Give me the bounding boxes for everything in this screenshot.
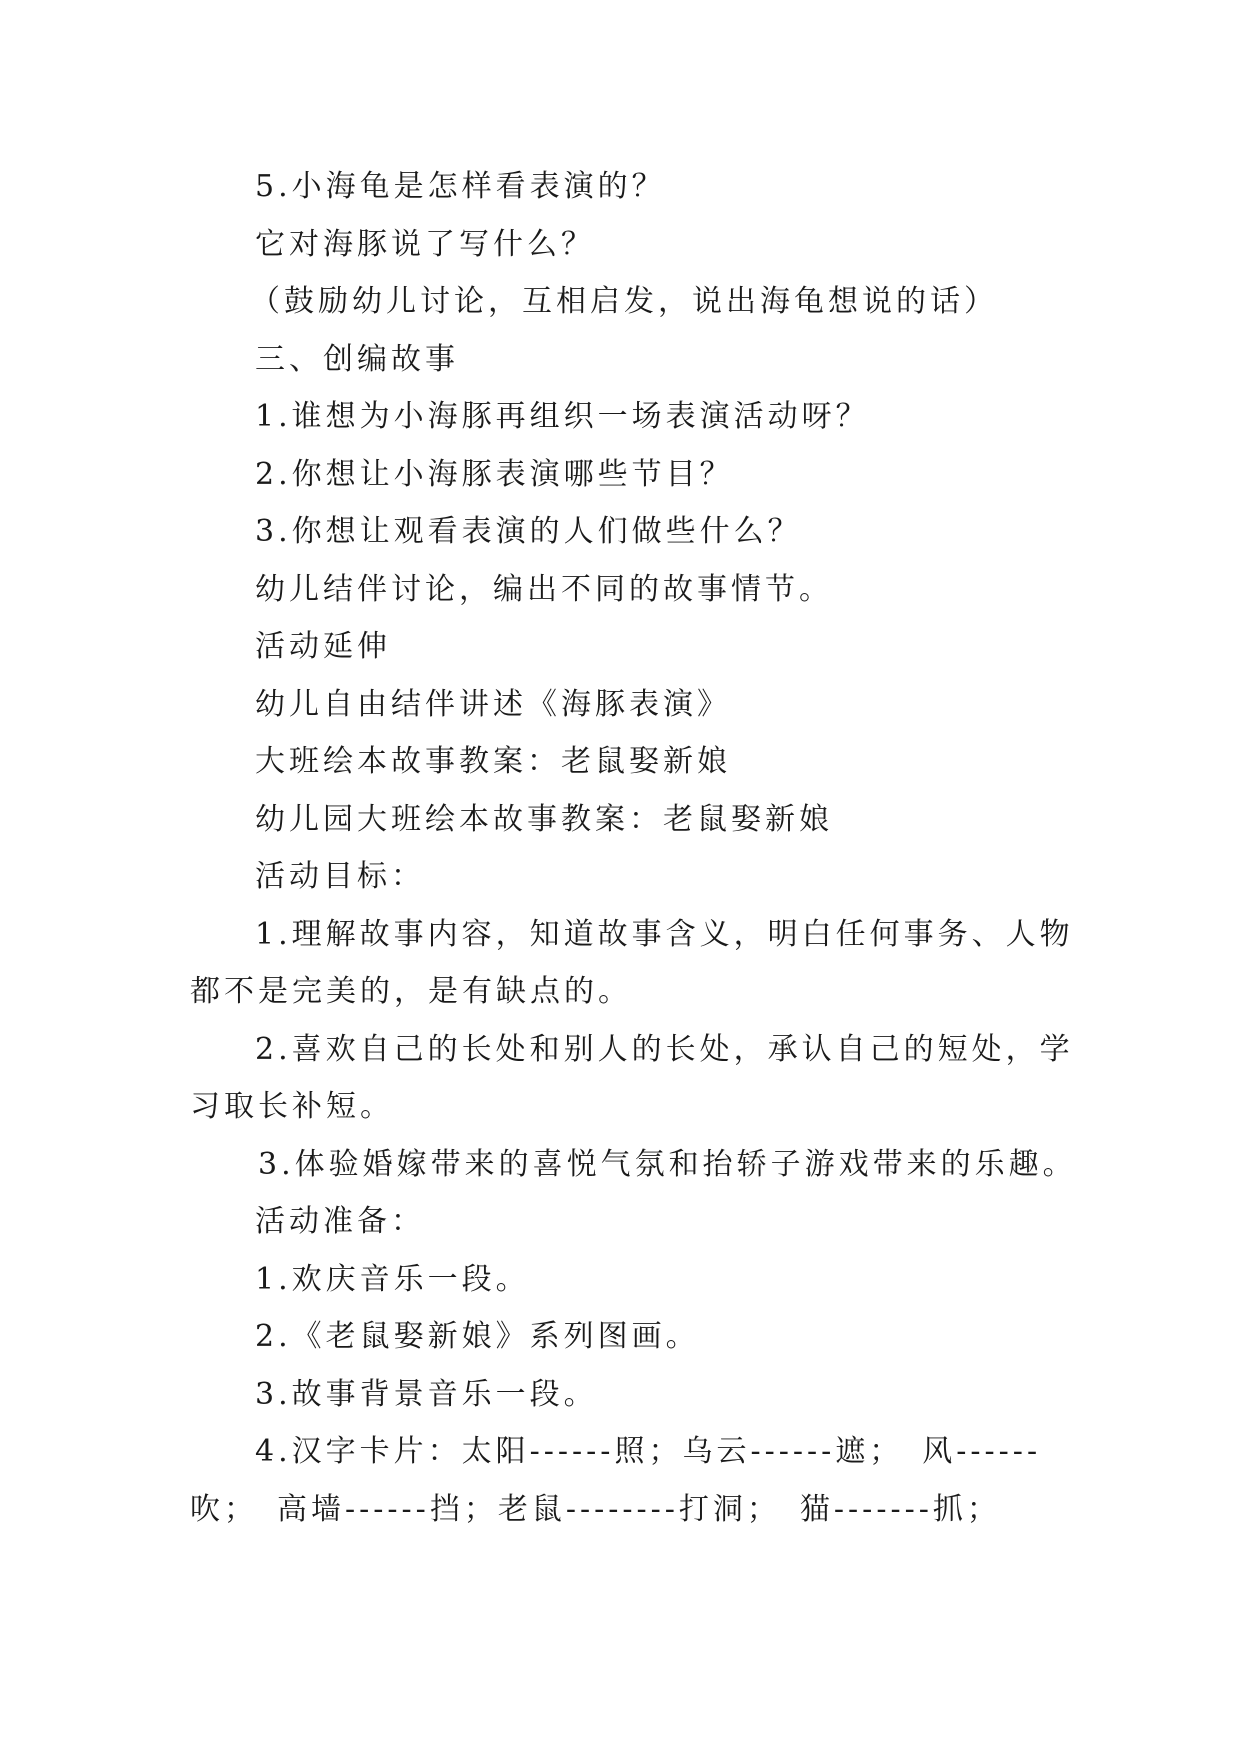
text-line: 2.喜欢自己的长处和别人的长处，承认自己的短处，学 — [255, 1032, 1074, 1067]
text-line: 1.理解故事内容，知道故事含义，明白任何事务、人物 — [255, 917, 1074, 952]
section-heading: 三、创编故事 — [255, 342, 459, 377]
section-heading: 活动延伸 — [255, 629, 391, 664]
text-line: 幼儿结伴讨论，编出不同的故事情节。 — [255, 572, 833, 607]
document-subtitle: 幼儿园大班绘本故事教案：老鼠娶新娘 — [255, 802, 833, 837]
text-line: 它对海豚说了写什么？ — [255, 227, 595, 262]
section-heading: 活动准备： — [255, 1204, 425, 1239]
text-line: 吹； 高墙------挡；老鼠--------打洞； 猫-------抓； — [190, 1492, 1001, 1527]
text-line: 4.汉字卡片：太阳------照；乌云------遮； 风------ — [255, 1434, 1042, 1469]
text-line: 2.你想让小海豚表演哪些节目？ — [255, 457, 734, 492]
text-line: 习取长补短。 — [190, 1089, 394, 1124]
document-title: 大班绘本故事教案：老鼠娶新娘 — [255, 744, 731, 779]
text-line: 3.故事背景音乐一段。 — [255, 1377, 598, 1412]
text-line: 5.小海龟是怎样看表演的？ — [255, 169, 666, 204]
text-line: 3.体验婚嫁带来的喜悦气氛和抬轿子游戏带来的乐趣。 — [258, 1147, 1077, 1182]
section-heading: 活动目标： — [255, 859, 425, 894]
text-line: 都不是完美的，是有缺点的。 — [190, 974, 632, 1009]
text-line: 1.欢庆音乐一段。 — [255, 1262, 530, 1297]
text-line: 3.你想让观看表演的人们做些什么？ — [255, 514, 802, 549]
text-line: 幼儿自由结伴讲述《海豚表演》 — [255, 687, 731, 722]
text-line: 1.谁想为小海豚再组织一场表演活动呀？ — [255, 399, 870, 434]
text-line: 2.《老鼠娶新娘》系列图画。 — [255, 1319, 700, 1354]
text-line: （鼓励幼儿讨论，互相启发，说出海龟想说的话） — [250, 284, 998, 319]
